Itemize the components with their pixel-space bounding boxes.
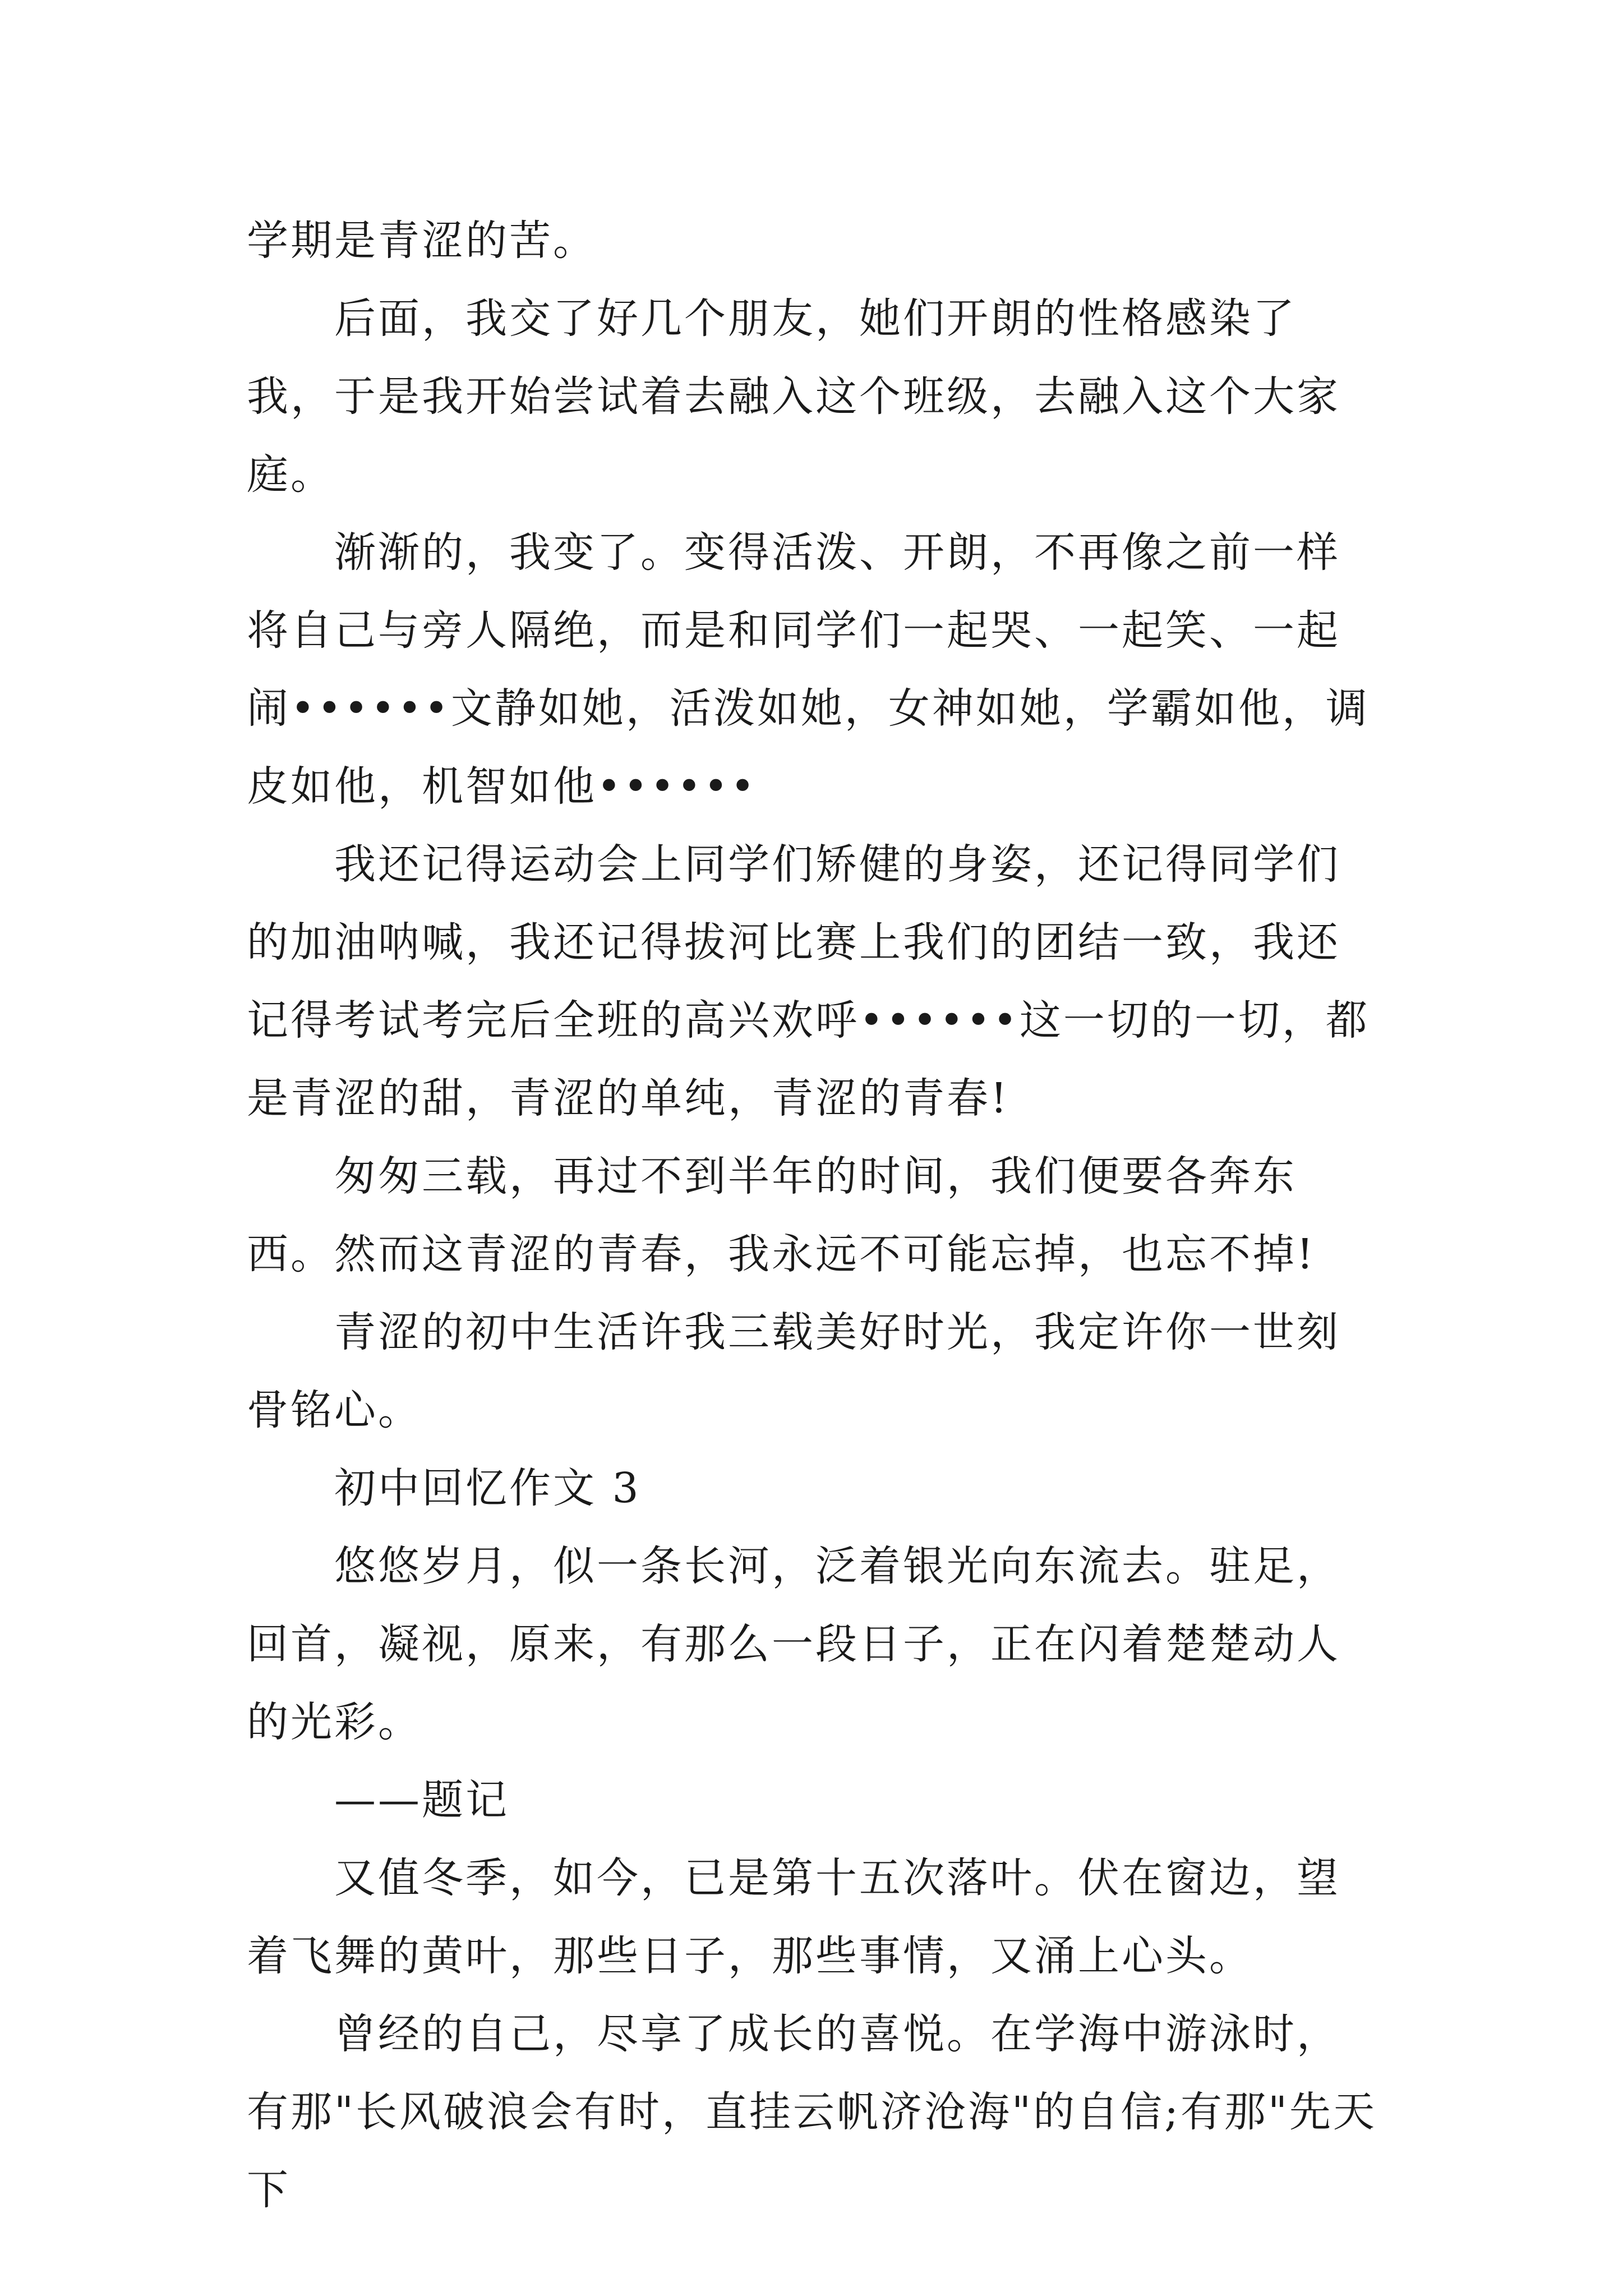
section-heading: 初中回忆作文 3 — [334, 1464, 641, 1512]
paragraph: 渐渐的，我变了。变得活泼、开朗，不再像之前一样将自己与旁人隔绝，而是和同学们一起哭、一起笑、一起闹••••••文静如她，活泼如她，女神如她，学霸如他，调皮如他，机智如他•••••• — [247, 528, 1370, 811]
paragraph: 悠悠岁月，似一条长河，泛着银光向东流去。驻足，回首，凝视，原来，有那么一段日子，正在闪着楚楚动人的光彩。 — [247, 1542, 1340, 1746]
paragraph: 曾经的自己，尽享了成长的喜悦。在学海中游泳时，有那"长风破浪会有时，直挂云帆济沧海"的自信;有那"先天下 — [247, 2010, 1377, 2214]
paragraph: 我还记得运动会上同学们矫健的身姿，还记得同学们的加油呐喊，我还记得拔河比赛上我们的团结一致，我还记得考试考完后全班的高兴欢呼••••••这一切的一切，都是青涩的甜，青涩的单纯，青涩的青春! — [247, 840, 1370, 1122]
paragraph: 又值冬季，如今，已是第十五次落叶。伏在窗边，望着飞舞的黄叶，那些日子，那些事情，又涌上心头。 — [247, 1854, 1340, 1980]
document-body — [247, 202, 1380, 2229]
epigraph-note: ——题记 — [334, 1776, 509, 1824]
paragraph: 后面，我交了好几个朋友，她们开朗的性格感染了我，于是我开始尝试着去融入这个班级，去融入这个大家庭。 — [247, 295, 1340, 499]
paragraph: 学期是青涩的苦。 — [247, 217, 597, 265]
paragraph: 青涩的初中生活许我三载美好时光，我定许你一世刻骨铭心。 — [247, 1308, 1340, 1434]
paragraph: 匆匆三载，再过不到半年的时间，我们便要各奔东西。然而这青涩的青春，我永远不可能忘掉，也忘不掉! — [247, 1152, 1316, 1278]
